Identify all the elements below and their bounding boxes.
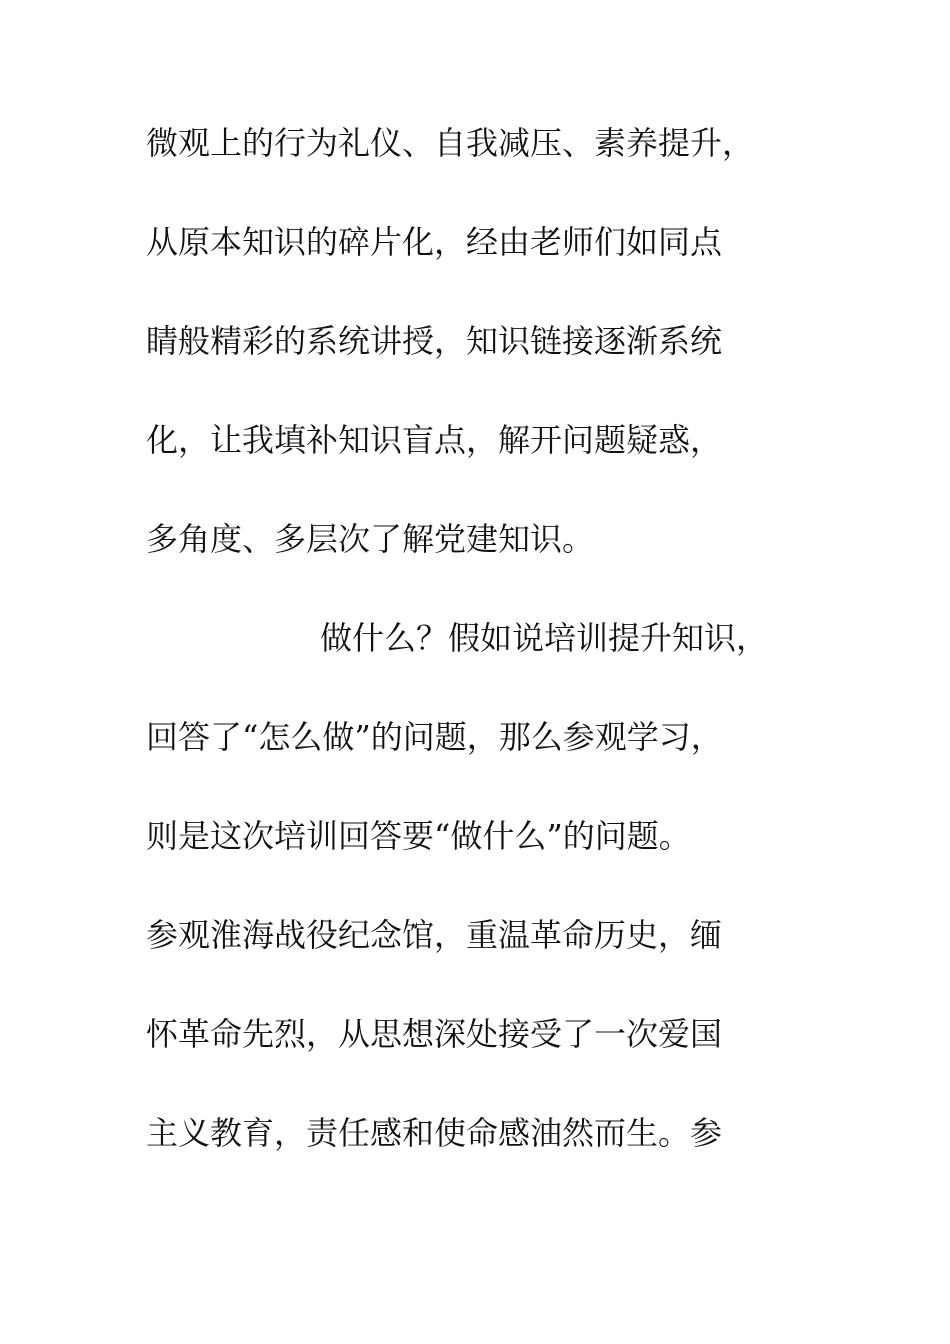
paragraph-start-line: 做什么？假如说培训提升知识， (320, 619, 769, 657)
text-line: 化，让我填补知识盲点，解开问题疑惑， (146, 421, 723, 459)
text-line: 回答了“怎么做”的问题，那么参观学习， (146, 718, 723, 756)
text-line: 微观上的行为礼仪、自我减压、素养提升， (146, 124, 755, 162)
text-line: 怀革命先烈，从思想深处接受了一次爱国 (146, 1015, 723, 1053)
body-text (146, 124, 826, 1216)
text-line: 则是这次培训回答要“做什么”的问题。 (146, 817, 691, 855)
text-line: 多角度、多层次了解党建知识。 (146, 520, 595, 558)
text-line: 主义教育，责任感和使命感油然而生。参 (146, 1114, 723, 1152)
text-line: 参观淮海战役纪念馆，重温革命历史，缅 (146, 916, 723, 954)
text-line: 从原本知识的碎片化，经由老师们如同点 (146, 223, 723, 261)
text-line: 睛般精彩的系统讲授，知识链接逐渐系统 (146, 322, 723, 360)
